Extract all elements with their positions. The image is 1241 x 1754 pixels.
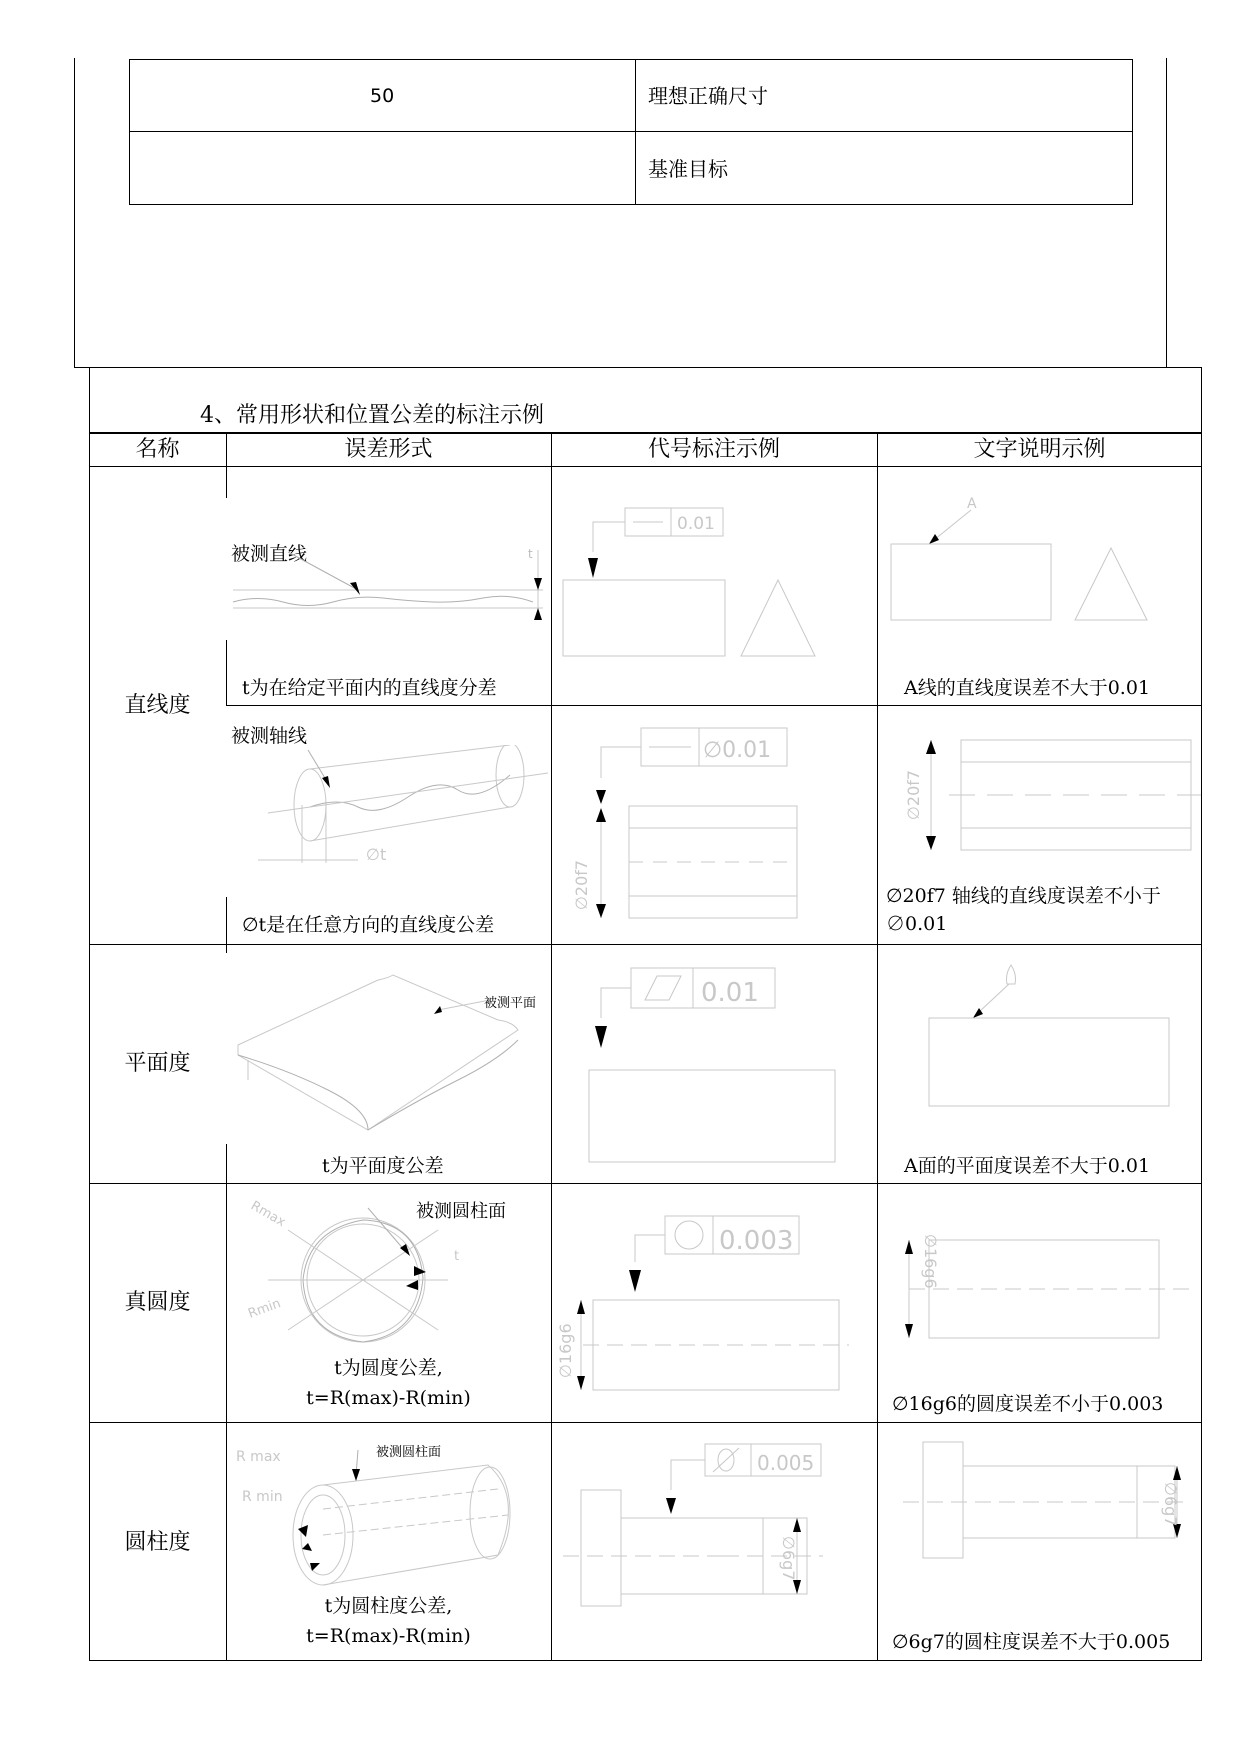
dimension-text: ∅20f7 bbox=[904, 769, 923, 820]
header-text-example: 文字说明示例 bbox=[973, 437, 1106, 462]
straightness-axis-symbol-example bbox=[553, 710, 875, 940]
page-frame-right bbox=[1166, 58, 1167, 368]
measured-cylinder-label: 被测圆柱面 bbox=[376, 1445, 442, 1460]
flatness-text-example bbox=[879, 960, 1201, 1160]
straightness-line-symbol-example bbox=[553, 470, 875, 670]
roundness-desc: ∅16g6的圆度误差不小于0.003 bbox=[892, 1393, 1164, 1415]
straightness-line-caption: t为在给定平面内的直线度分差 bbox=[242, 677, 497, 699]
straightness-axis-diagram bbox=[228, 745, 550, 875]
measured-axis-label: 被测轴线 bbox=[231, 725, 308, 747]
straightness-axis-desc: ∅20f7 轴线的直线度误差不小于∅0.01 bbox=[886, 885, 1161, 935]
flatness-diagram bbox=[228, 960, 550, 1140]
roundness-text-example bbox=[879, 1220, 1201, 1350]
rmax-label: R max bbox=[236, 1449, 281, 1465]
frame-value: 0.01 bbox=[677, 514, 715, 534]
roundness-caption-line2: t=R(max)-R(min) bbox=[306, 1387, 471, 1409]
measured-cylinder-label: 被测圆柱面 bbox=[416, 1201, 506, 1222]
datum-letter: A bbox=[967, 496, 977, 512]
rmax-label: Rmax bbox=[248, 1198, 288, 1231]
tolerance-letter-t: t bbox=[528, 547, 533, 561]
row-name-flatness: 平面度 bbox=[124, 1051, 191, 1076]
rmin-label: R min bbox=[242, 1489, 283, 1505]
cylindricity-text-example bbox=[879, 1430, 1201, 1570]
frame-value: 0.005 bbox=[757, 1451, 815, 1475]
straightness-axis-caption: ∅t是在任意方向的直线度公差 bbox=[242, 914, 495, 936]
rmin-label: Rmin bbox=[246, 1296, 283, 1322]
cylindricity-symbol-example bbox=[553, 1440, 875, 1640]
header-bottom-line bbox=[89, 466, 1202, 467]
cylindricity-desc: ∅6g7的圆柱度误差不大于0.005 bbox=[892, 1631, 1171, 1653]
flatness-desc: A面的平面度误差不大于0.01 bbox=[904, 1155, 1151, 1177]
section-heading: 4、常用形状和位置公差的标注示例 bbox=[200, 403, 544, 428]
straightness-axis-text-example bbox=[879, 730, 1201, 860]
flatness-caption: t为平面度公差 bbox=[322, 1155, 444, 1177]
cylindricity-caption-line2: t=R(max)-R(min) bbox=[306, 1625, 471, 1647]
svg-text:t: t bbox=[454, 1249, 460, 1264]
page-frame-bottom bbox=[74, 367, 90, 368]
row-divider bbox=[89, 944, 1202, 945]
axis-tolerance-note: ∅t bbox=[366, 845, 387, 864]
header-top-line bbox=[89, 432, 1202, 434]
symbol-table-row-divider bbox=[129, 131, 1133, 132]
flatness-symbol-example bbox=[553, 960, 875, 1170]
frame-value: 0.003 bbox=[719, 1226, 794, 1256]
straightness-line-desc: A线的直线度误差不大于0.01 bbox=[904, 677, 1151, 699]
col-divider bbox=[226, 640, 227, 706]
row-name-roundness: 真圆度 bbox=[124, 1290, 191, 1315]
header-name: 名称 bbox=[135, 437, 180, 462]
symbol-meaning-text: 理想正确尺寸 bbox=[648, 84, 768, 108]
row-name-straightness: 直线度 bbox=[124, 693, 191, 718]
row-divider bbox=[89, 1422, 1202, 1423]
roundness-caption-line1: t为圆度公差, bbox=[334, 1357, 443, 1379]
straightness-line-diagram bbox=[228, 540, 550, 650]
dimension-text: ∅16g6 bbox=[556, 1323, 575, 1378]
row-divider bbox=[89, 1183, 1202, 1184]
symbol-meaning-text: 基准目标 bbox=[648, 157, 728, 181]
col-divider bbox=[226, 897, 227, 953]
header-error-form: 误差形式 bbox=[344, 437, 433, 462]
dimension-text: ∅6g7 bbox=[1161, 1482, 1180, 1527]
measured-plane-label: 被测平面 bbox=[484, 996, 537, 1011]
symbol-table-col-divider bbox=[635, 59, 636, 205]
symbol-cell-value: 50 bbox=[370, 85, 395, 107]
dimension-text: ∅6g7 bbox=[779, 1536, 798, 1581]
col-divider bbox=[877, 432, 878, 1661]
frame-value: ∅0.01 bbox=[703, 738, 772, 763]
symbol-table bbox=[129, 59, 1133, 205]
col-divider bbox=[551, 432, 552, 1661]
straightness-line-text-example bbox=[879, 470, 1201, 670]
dimension-text: ∅16g6 bbox=[921, 1234, 940, 1289]
measured-line-label: 被测直线 bbox=[231, 543, 308, 565]
row-name-cylindricity: 圆柱度 bbox=[124, 1530, 191, 1555]
roundness-symbol-example bbox=[553, 1210, 875, 1410]
row-divider bbox=[226, 705, 1202, 706]
page-frame-left bbox=[74, 58, 75, 368]
header-symbol-example: 代号标注示例 bbox=[647, 437, 780, 462]
cylindricity-caption-line1: t为圆柱度公差, bbox=[324, 1595, 453, 1617]
frame-value: 0.01 bbox=[701, 978, 759, 1008]
dimension-text: ∅20f7 bbox=[572, 859, 591, 910]
